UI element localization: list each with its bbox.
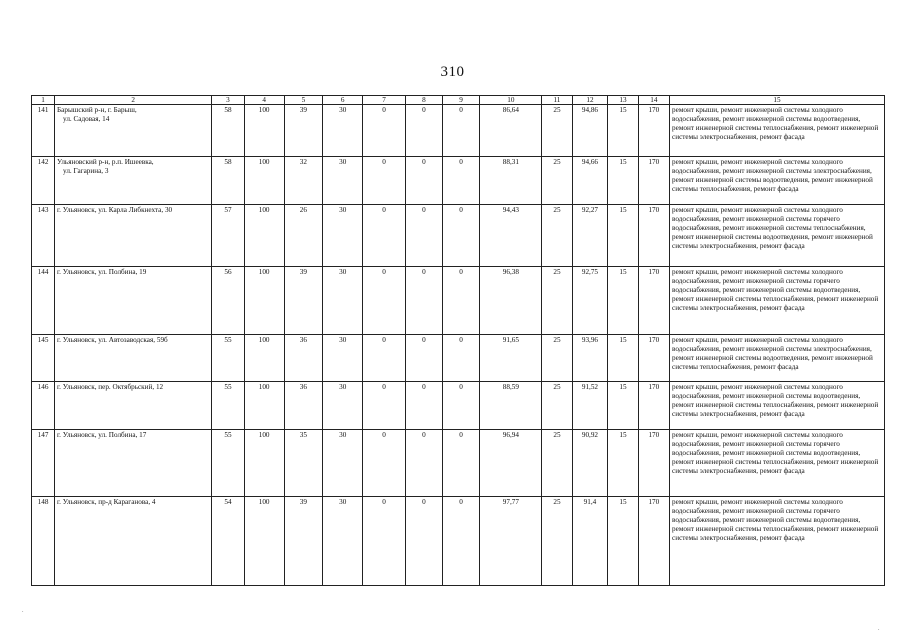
value-cell-c9: 0 xyxy=(442,105,480,157)
value-cell-c5: 26 xyxy=(284,205,323,267)
value-cell-c12: 92,27 xyxy=(572,205,608,267)
value-cell-c4: 100 xyxy=(244,382,284,430)
row-number: 142 xyxy=(32,157,55,205)
value-cell-c6: 30 xyxy=(323,157,363,205)
address-cell xyxy=(55,430,212,497)
value-cell-c6: 30 xyxy=(323,267,363,335)
value-cell-c4: 100 xyxy=(244,105,284,157)
address-line: г. Ульяновск, ул. Автозаводская, 59б xyxy=(57,336,168,344)
value-cell-c10: 91,65 xyxy=(480,335,542,382)
value-cell-c6: 30 xyxy=(323,335,363,382)
value-cell-c4: 100 xyxy=(244,157,284,205)
value-cell-c3: 58 xyxy=(212,105,244,157)
address-cell xyxy=(55,157,212,205)
value-cell-c5: 36 xyxy=(284,335,323,382)
address-line: ул. Гагарина, 3 xyxy=(63,167,109,175)
value-cell-c7: 0 xyxy=(363,157,406,205)
works-cell: ремонт крыши, ремонт инженерной системы холодного водоснабжения, ремонт инженерной системы электроснабжения, ремонт инженерной системы водоотведения, ремонт инженерной системы теплоснабжения, ремонт фасада xyxy=(670,335,885,382)
value-cell-c14: 170 xyxy=(638,205,669,267)
scan-mark: . xyxy=(22,608,24,614)
value-cell-c14: 170 xyxy=(638,105,669,157)
scan-mark: . xyxy=(878,626,880,632)
value-cell-c6: 30 xyxy=(323,382,363,430)
value-cell-c13: 15 xyxy=(608,267,638,335)
value-cell-c14: 170 xyxy=(638,497,669,586)
value-cell-c5: 39 xyxy=(284,105,323,157)
value-cell-c13: 15 xyxy=(608,497,638,586)
value-cell-c14: 170 xyxy=(638,382,669,430)
value-cell-c12: 90,92 xyxy=(572,430,608,497)
value-cell-c8: 0 xyxy=(406,267,443,335)
row-number: 145 xyxy=(32,335,55,382)
value-cell-c8: 0 xyxy=(406,157,443,205)
value-cell-c10: 86,64 xyxy=(480,105,542,157)
works-cell: ремонт крыши, ремонт инженерной системы холодного водоснабжения, ремонт инженерной системы водоотведения, ремонт инженерной системы теплоснабжения, ремонт инженерной системы электроснабжения, ремонт фасада xyxy=(670,105,885,157)
table-row xyxy=(32,335,885,382)
value-cell-c5: 39 xyxy=(284,267,323,335)
value-cell-c7: 0 xyxy=(363,105,406,157)
value-cell-c6: 30 xyxy=(323,205,363,267)
value-cell-c9: 0 xyxy=(442,205,480,267)
value-cell-c9: 0 xyxy=(442,157,480,205)
works-cell: ремонт крыши, ремонт инженерной системы холодного водоснабжения, ремонт инженерной системы горячего водоснабжения, ремонт инженерной системы водоотведения, ремонт инженерной системы теплоснабжения, ремонт инженерной системы электроснабжения, ремонт фасада xyxy=(670,497,885,586)
value-cell-c11: 25 xyxy=(542,430,572,497)
works-cell: ремонт крыши, ремонт инженерной системы холодного водоснабжения, ремонт инженерной системы горячего водоснабжения, ремонт инженерной системы теплоснабжения, ремонт инженерной системы водоотведения, ремонт инженерной системы электроснабжения, ремонт фасада xyxy=(670,205,885,267)
value-cell-c4: 100 xyxy=(244,430,284,497)
value-cell-c8: 0 xyxy=(406,335,443,382)
table-row xyxy=(32,105,885,157)
works-cell: ремонт крыши, ремонт инженерной системы холодного водоснабжения, ремонт инженерной системы горячего водоснабжения, ремонт инженерной системы водоотведения, ремонт инженерной системы теплоснабжения, ремонт инженерной системы электроснабжения, ремонт фасада xyxy=(670,267,885,335)
header-cell: 14 xyxy=(638,96,669,105)
value-cell-c8: 0 xyxy=(406,497,443,586)
address-cell xyxy=(55,205,212,267)
works-cell: ремонт крыши, ремонт инженерной системы холодного водоснабжения, ремонт инженерной системы водоотведения, ремонт инженерной системы теплоснабжения, ремонт инженерной системы электроснабжения, ремонт фасада xyxy=(670,382,885,430)
value-cell-c12: 92,75 xyxy=(572,267,608,335)
value-cell-c3: 55 xyxy=(212,382,244,430)
header-cell: 12 xyxy=(572,96,608,105)
address-line: г. Ульяновск, пр-д Караганова, 4 xyxy=(57,498,156,506)
value-cell-c13: 15 xyxy=(608,157,638,205)
value-cell-c6: 30 xyxy=(323,430,363,497)
table-header-row xyxy=(32,96,885,105)
value-cell-c5: 35 xyxy=(284,430,323,497)
value-cell-c13: 15 xyxy=(608,205,638,267)
value-cell-c6: 30 xyxy=(323,497,363,586)
value-cell-c14: 170 xyxy=(638,157,669,205)
address-cell xyxy=(55,382,212,430)
value-cell-c4: 100 xyxy=(244,335,284,382)
header-cell: 7 xyxy=(363,96,406,105)
table-row xyxy=(32,430,885,497)
works-cell: ремонт крыши, ремонт инженерной системы холодного водоснабжения, ремонт инженерной системы электроснабжения, ремонт инженерной системы водоотведения, ремонт инженерной системы теплоснабжения, ремонт фасада xyxy=(670,157,885,205)
value-cell-c12: 94,86 xyxy=(572,105,608,157)
value-cell-c8: 0 xyxy=(406,382,443,430)
address-line: Ульяновский р-н, р.п. Ишеевка, xyxy=(57,158,154,166)
value-cell-c8: 0 xyxy=(406,430,443,497)
header-cell: 3 xyxy=(212,96,244,105)
value-cell-c13: 15 xyxy=(608,335,638,382)
header-cell: 13 xyxy=(608,96,638,105)
value-cell-c11: 25 xyxy=(542,497,572,586)
register-table xyxy=(31,95,885,586)
value-cell-c5: 36 xyxy=(284,382,323,430)
value-cell-c10: 96,38 xyxy=(480,267,542,335)
value-cell-c11: 25 xyxy=(542,335,572,382)
table-row xyxy=(32,497,885,586)
value-cell-c11: 25 xyxy=(542,267,572,335)
value-cell-c3: 58 xyxy=(212,157,244,205)
address-line: г. Ульяновск, ул. Карла Либкнехта, 30 xyxy=(57,206,173,214)
value-cell-c9: 0 xyxy=(442,335,480,382)
value-cell-c5: 32 xyxy=(284,157,323,205)
value-cell-c10: 96,94 xyxy=(480,430,542,497)
header-cell: 10 xyxy=(480,96,542,105)
value-cell-c3: 56 xyxy=(212,267,244,335)
works-cell: ремонт крыши, ремонт инженерной системы холодного водоснабжения, ремонт инженерной системы горячего водоснабжения, ремонт инженерной системы водоотведения, ремонт инженерной системы теплоснабжения, ремонт инженерной системы электроснабжения, ремонт фасада xyxy=(670,430,885,497)
row-number: 144 xyxy=(32,267,55,335)
value-cell-c3: 54 xyxy=(212,497,244,586)
value-cell-c12: 91,4 xyxy=(572,497,608,586)
value-cell-c7: 0 xyxy=(363,267,406,335)
value-cell-c10: 97,77 xyxy=(480,497,542,586)
value-cell-c7: 0 xyxy=(363,335,406,382)
row-number: 143 xyxy=(32,205,55,267)
table-row xyxy=(32,382,885,430)
address-cell xyxy=(55,267,212,335)
value-cell-c9: 0 xyxy=(442,382,480,430)
value-cell-c12: 93,96 xyxy=(572,335,608,382)
table-row xyxy=(32,205,885,267)
value-cell-c12: 94,66 xyxy=(572,157,608,205)
value-cell-c12: 91,52 xyxy=(572,382,608,430)
value-cell-c6: 30 xyxy=(323,105,363,157)
value-cell-c7: 0 xyxy=(363,430,406,497)
value-cell-c8: 0 xyxy=(406,205,443,267)
value-cell-c11: 25 xyxy=(542,157,572,205)
header-cell: 1 xyxy=(32,96,55,105)
value-cell-c14: 170 xyxy=(638,267,669,335)
value-cell-c11: 25 xyxy=(542,105,572,157)
header-cell: 4 xyxy=(244,96,284,105)
value-cell-c3: 55 xyxy=(212,430,244,497)
header-cell: 9 xyxy=(442,96,480,105)
value-cell-c9: 0 xyxy=(442,267,480,335)
value-cell-c10: 94,43 xyxy=(480,205,542,267)
value-cell-c4: 100 xyxy=(244,205,284,267)
value-cell-c7: 0 xyxy=(363,382,406,430)
address-line: ул. Садовая, 14 xyxy=(63,115,110,123)
page-number: 310 xyxy=(440,64,465,80)
header-cell: 5 xyxy=(284,96,323,105)
value-cell-c3: 55 xyxy=(212,335,244,382)
value-cell-c10: 88,59 xyxy=(480,382,542,430)
value-cell-c13: 15 xyxy=(608,382,638,430)
value-cell-c7: 0 xyxy=(363,205,406,267)
row-number: 146 xyxy=(32,382,55,430)
header-cell: 11 xyxy=(542,96,572,105)
address-cell xyxy=(55,497,212,586)
address-line: г. Ульяновск, ул. Полбина, 17 xyxy=(57,431,147,439)
value-cell-c13: 15 xyxy=(608,105,638,157)
row-number: 148 xyxy=(32,497,55,586)
header-cell: 2 xyxy=(55,96,212,105)
row-number: 141 xyxy=(32,105,55,157)
table-row xyxy=(32,157,885,205)
value-cell-c10: 88,31 xyxy=(480,157,542,205)
header-cell: 8 xyxy=(406,96,443,105)
value-cell-c11: 25 xyxy=(542,205,572,267)
value-cell-c7: 0 xyxy=(363,497,406,586)
address-cell xyxy=(55,335,212,382)
row-number: 147 xyxy=(32,430,55,497)
value-cell-c3: 57 xyxy=(212,205,244,267)
value-cell-c9: 0 xyxy=(442,430,480,497)
address-line: Барышский р-н, г. Барыш, xyxy=(57,106,137,114)
value-cell-c13: 15 xyxy=(608,430,638,497)
address-line: г. Ульяновск, пер. Октябрьский, 12 xyxy=(57,383,164,391)
header-cell: 6 xyxy=(323,96,363,105)
value-cell-c11: 25 xyxy=(542,382,572,430)
table-row xyxy=(32,267,885,335)
value-cell-c5: 39 xyxy=(284,497,323,586)
value-cell-c14: 170 xyxy=(638,430,669,497)
address-line: г. Ульяновск, ул. Полбина, 19 xyxy=(57,268,147,276)
value-cell-c9: 0 xyxy=(442,497,480,586)
header-cell: 15 xyxy=(670,96,885,105)
value-cell-c4: 100 xyxy=(244,497,284,586)
value-cell-c4: 100 xyxy=(244,267,284,335)
value-cell-c8: 0 xyxy=(406,105,443,157)
address-cell xyxy=(55,105,212,157)
value-cell-c14: 170 xyxy=(638,335,669,382)
